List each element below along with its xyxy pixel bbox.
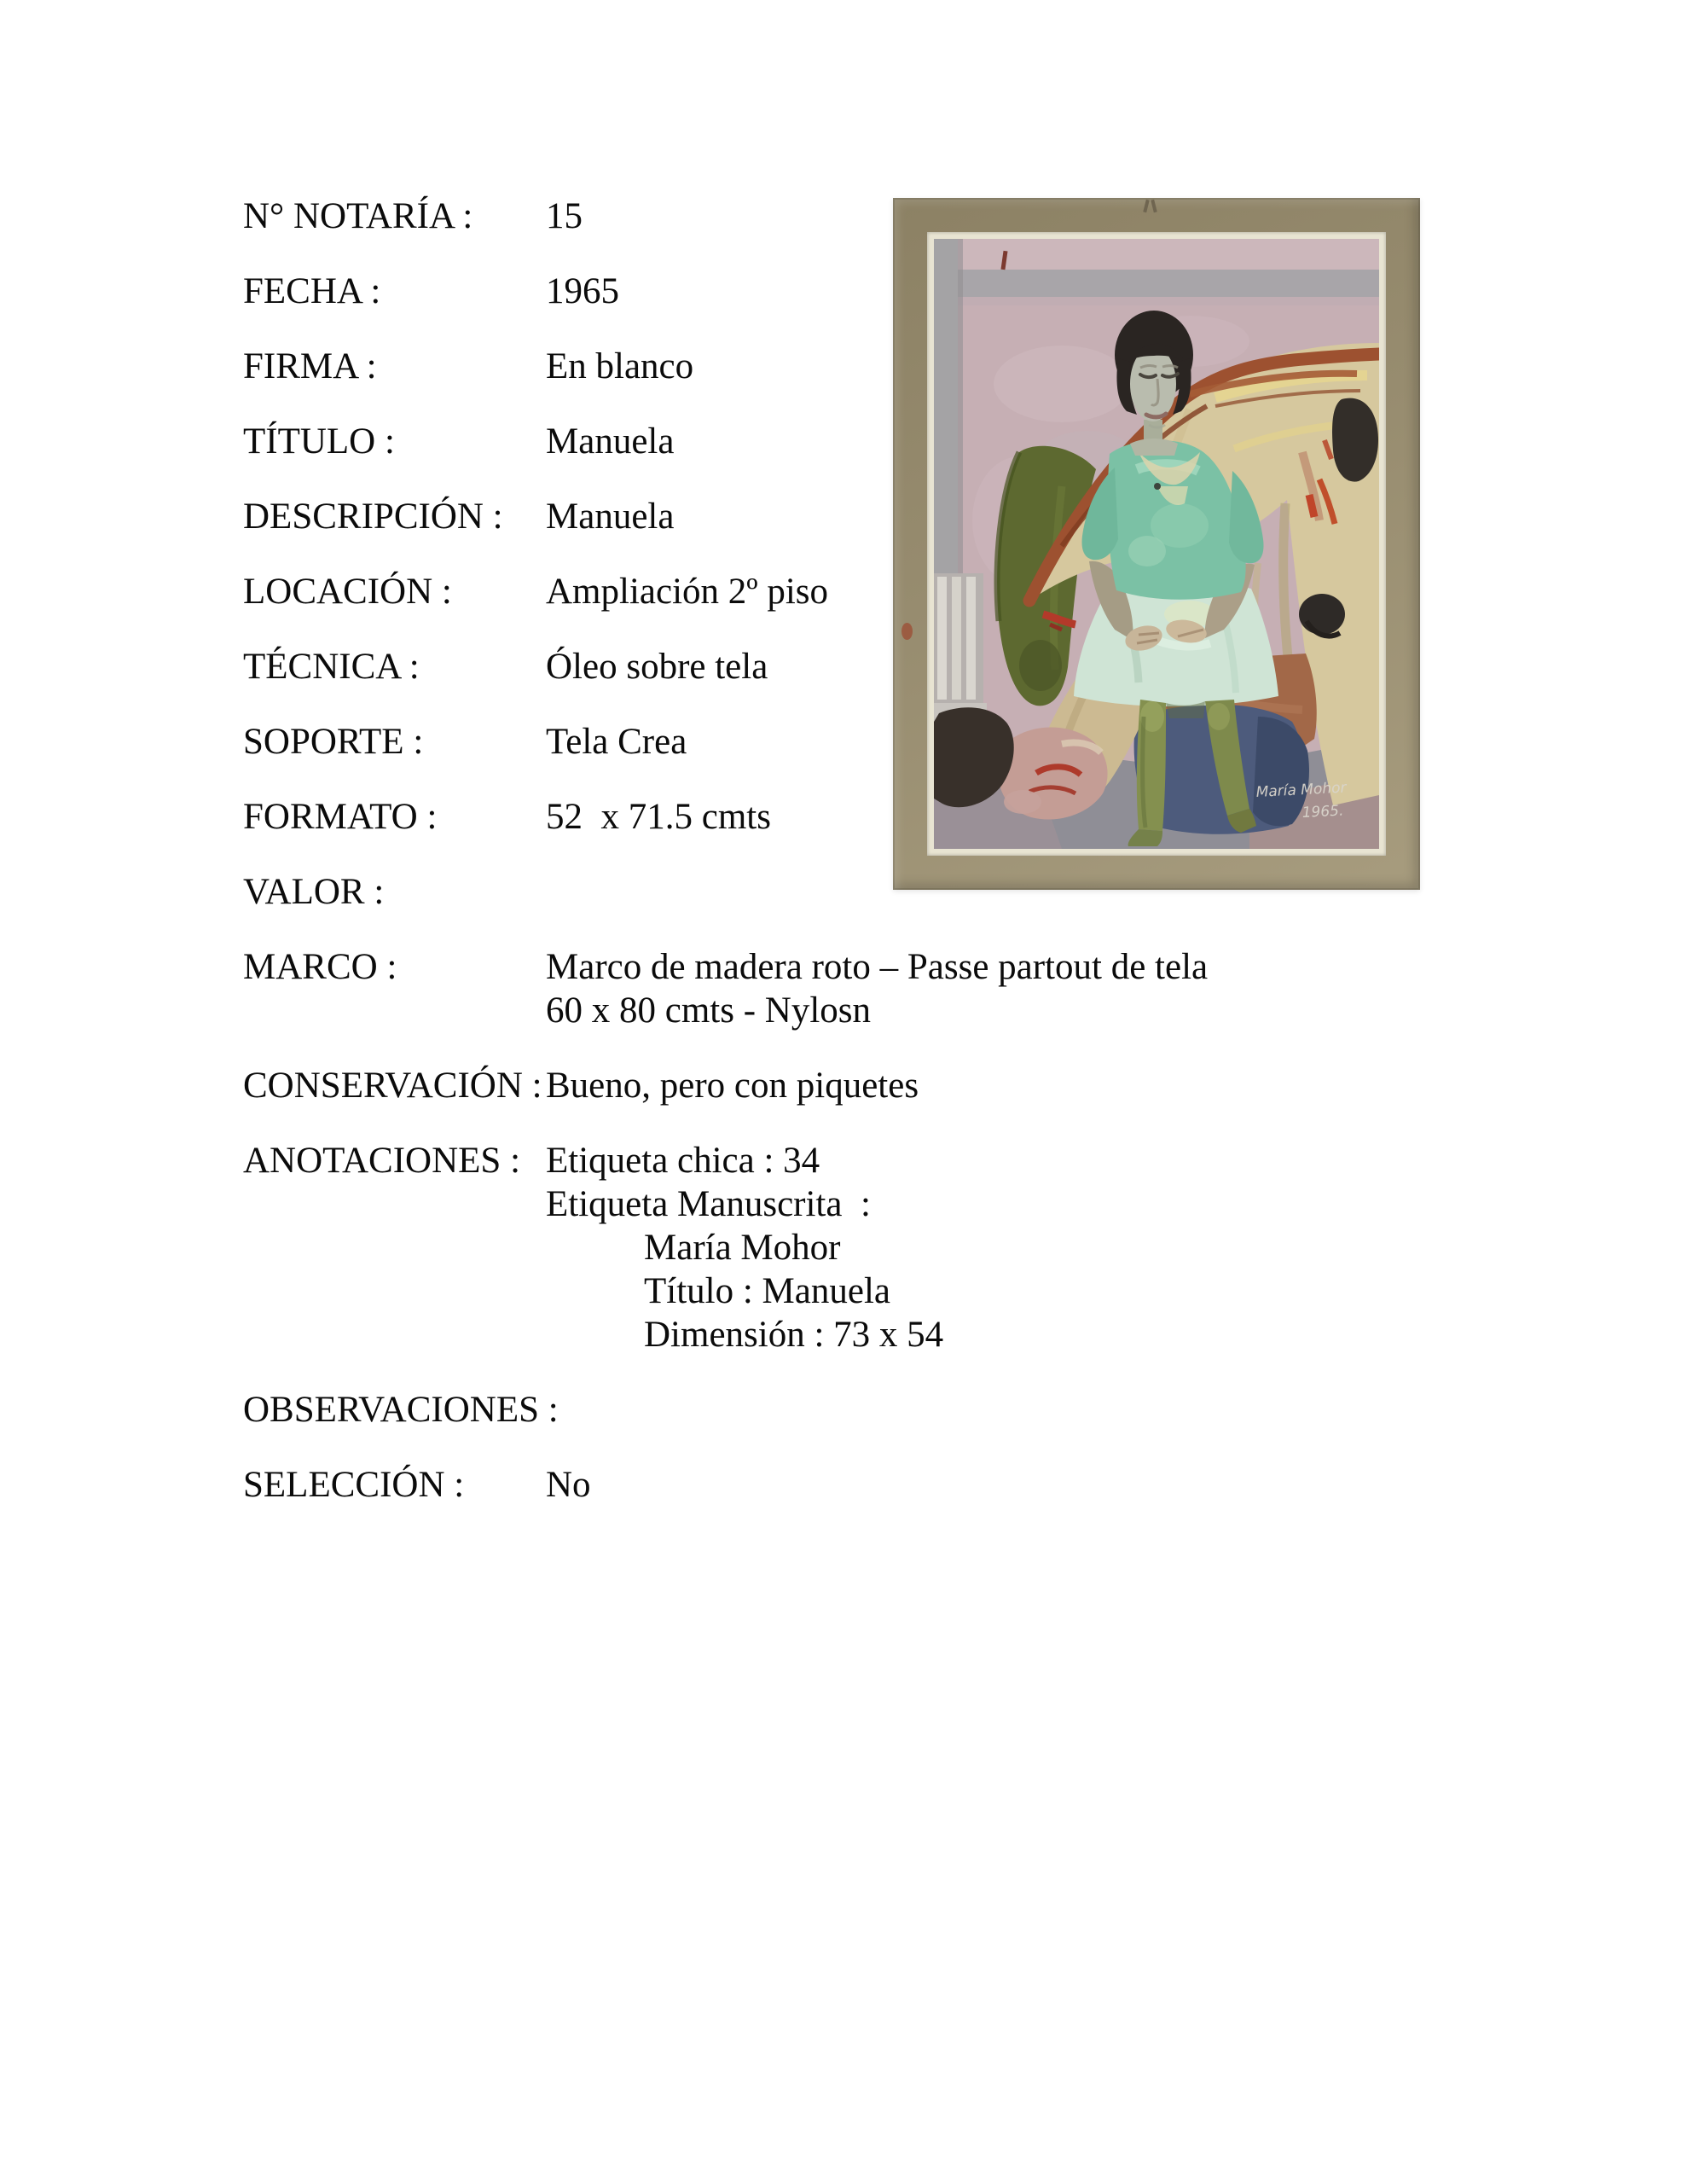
field-value-titulo: Manuela (546, 421, 675, 462)
painting-frame (893, 198, 1420, 890)
field-row-conservacion (243, 1064, 1335, 1107)
field-value-firma: En blanco (546, 346, 694, 386)
painting-mat (927, 232, 1386, 856)
field-value-marco-line1: Marco de madera roto – Passe partout de tela (546, 947, 1209, 987)
field-value-formato: 52 x 71.5 cmts (546, 797, 771, 837)
field-value-anotaciones-line5: Dimensión : 73 x 54 (644, 1315, 944, 1355)
field-label-observaciones: OBSERVACIONES : (243, 1390, 559, 1430)
field-value-descripcion: Manuela (546, 497, 675, 537)
field-value-conservacion: Bueno, pero con piquetes (546, 1066, 919, 1106)
field-label-marco: MARCO : (243, 947, 397, 987)
field-value-anotaciones-line4: Título : Manuela (644, 1271, 890, 1311)
field-label-conservacion: CONSERVACIÓN : (243, 1066, 542, 1106)
field-value-soporte: Tela Crea (546, 722, 687, 762)
field-row-observaciones (243, 1388, 1335, 1432)
field-value-anotaciones-line1: Etiqueta chica : 34 (546, 1141, 820, 1181)
field-value-fecha: 1965 (546, 271, 619, 311)
artwork-photo (893, 198, 1420, 890)
frame-scratch-mark (1143, 200, 1150, 213)
field-value-observaciones (559, 1388, 1335, 1432)
field-label-formato: FORMATO : (243, 797, 438, 837)
painting-canvas (934, 239, 1379, 849)
field-label-anotaciones: ANOTACIONES : (243, 1141, 521, 1181)
field-label-soporte: SOPORTE : (243, 722, 424, 762)
signature-artist-name: María Mohor (1255, 779, 1347, 801)
signature-year: 1965. (1301, 802, 1344, 822)
field-value-tecnica: Óleo sobre tela (546, 647, 768, 687)
frame-paint-speck (901, 623, 913, 640)
field-value-notaria: 15 (546, 196, 583, 236)
field-label-notaria: N° NOTARÍA : (243, 196, 473, 236)
field-label-firma: FIRMA : (243, 346, 377, 386)
field-value-anotaciones-line3: María Mohor (644, 1228, 841, 1268)
field-value-seleccion: No (546, 1465, 591, 1505)
frame-scratch-mark (1151, 200, 1157, 213)
field-label-fecha: FECHA : (243, 271, 381, 311)
field-row-anotaciones (243, 1139, 1335, 1356)
field-value-marco-line2: 60 x 80 cmts - Nylosn (546, 990, 872, 1031)
field-label-descripcion: DESCRIPCIÓN : (243, 497, 503, 537)
field-value-locacion: Ampliación 2º piso (546, 572, 829, 612)
field-value-anotaciones-line2: Etiqueta Manuscrita : (546, 1184, 871, 1224)
field-label-seleccion: SELECCIÓN : (243, 1465, 465, 1505)
field-label-valor: VALOR : (243, 872, 385, 912)
field-label-locacion: LOCACIÓN : (243, 572, 452, 612)
field-row-marco (243, 945, 1335, 1032)
field-label-titulo: TÍTULO : (243, 421, 395, 462)
field-row-seleccion (243, 1463, 1335, 1507)
field-label-tecnica: TÉCNICA : (243, 647, 420, 687)
